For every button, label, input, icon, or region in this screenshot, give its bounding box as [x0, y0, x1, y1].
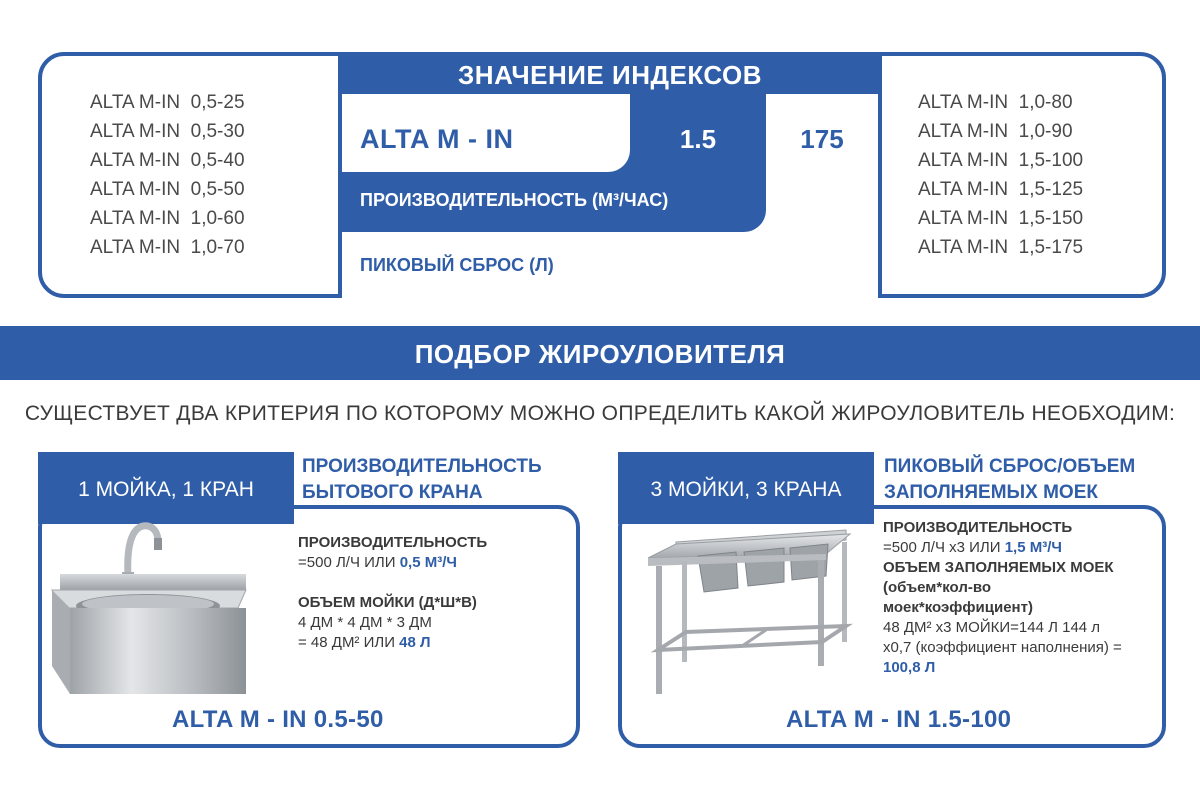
card2-vol-sub1: (объем*кол-во [883, 579, 992, 596]
card2-calc-line1: 48 ДМ² х3 МОЙКИ=144 Л 144 л [883, 619, 1101, 636]
card2-result: ALTA M - IN 1.5-100 [786, 706, 1012, 733]
card1-perf-highlight: 0,5 М³/Ч [399, 554, 457, 571]
card1-vol-line1: 4 ДМ * 4 ДМ * 3 ДМ [298, 614, 432, 631]
list-item: ALTA M-IN 1,0-70 [90, 237, 245, 258]
card1-tab: 1 МОЙКА, 1 КРАН [38, 452, 294, 524]
list-item: ALTA M-IN 1,5-150 [918, 208, 1084, 229]
criteria-text: СУЩЕСТВУЕТ ДВА КРИТЕРИЯ ПО КОТОРОМУ МОЖНО ОПРЕДЕЛИТЬ КАКОЙ ЖИРОУЛОВИТЕЛЬ НЕОБХОДИМ: [24, 402, 1176, 425]
index-header: ЗНАЧЕНИЕ ИНДЕКСОВ [342, 52, 878, 94]
index-explainer [338, 52, 882, 298]
list-item: ALTA M-IN 1,5-175 [918, 237, 1084, 258]
list-item: ALTA M-IN 1,5-125 [918, 179, 1084, 200]
triple-sink-image [646, 522, 856, 700]
card2-tab: 3 МОЙКИ, 3 КРАНА [618, 452, 874, 524]
card2-calc-highlight: 100,8 Л [883, 659, 936, 676]
list-item: ALTA M-IN 0,5-40 [90, 150, 245, 171]
card1-vol-line2: = 48 ДМ² ИЛИ 48 Л [298, 634, 431, 651]
card2-vol-head: ОБЪЕМ ЗАПОЛНЯЕМЫХ МОЕК [883, 559, 1114, 576]
card1-perf-line: =500 Л/Ч ИЛИ 0,5 М³/Ч [298, 554, 457, 571]
card1-perf-head: ПРОИЗВОДИТЕЛЬНОСТЬ [298, 534, 488, 551]
card1-title: ПРОИЗВОДИТЕЛЬНОСТЬ БЫТОВОГО КРАНА [302, 456, 542, 503]
card2-perf-highlight: 1,5 М³/Ч [1004, 539, 1062, 556]
card1-vol-head: ОБЪЕМ МОЙКИ (Д*Ш*В) [298, 594, 477, 611]
wall-sink-image [48, 516, 252, 698]
card2-vol-sub2: моек*коэффициент) [883, 599, 1033, 616]
list-item: ALTA M-IN 0,5-25 [90, 92, 245, 113]
performance-label: ПРОИЗВОДИТЕЛЬНОСТЬ (М³/ЧАС) [360, 190, 669, 210]
card2-perf-head: ПРОИЗВОДИТЕЛЬНОСТЬ [883, 519, 1073, 536]
performance-value: 1.5 [679, 124, 717, 154]
card1-result: ALTA M - IN 0.5-50 [172, 706, 384, 733]
right-model-list [918, 88, 1083, 262]
list-item: ALTA M-IN 1,0-80 [918, 92, 1073, 113]
left-model-list [90, 88, 245, 262]
model-name: ALTA M - IN [360, 124, 514, 154]
card2-title: ПИКОВЫЙ СБРОС/ОБЪЕМ ЗАПОЛНЯЕМЫХ МОЕК [884, 456, 1136, 503]
peak-value: 175 [800, 124, 844, 154]
list-item: ALTA M-IN 0,5-50 [90, 179, 245, 200]
list-item: ALTA M-IN 1,0-60 [90, 208, 245, 229]
card2-perf-line: =500 Л/Ч х3 ИЛИ 1,5 М³/Ч [883, 539, 1062, 556]
card1-specs [298, 533, 487, 653]
list-item: ALTA M-IN 0,5-30 [90, 121, 245, 142]
card1-vol-highlight: 48 Л [399, 634, 431, 651]
list-item: ALTA M-IN 1,5-100 [918, 150, 1084, 171]
card2-calc-line2: х0,7 (коэффициент наполнения) = [883, 639, 1122, 656]
index-box [38, 52, 1166, 298]
section-title: ПОДБОР ЖИРОУЛОВИТЕЛЯ [0, 326, 1200, 380]
card2-specs [883, 518, 1122, 678]
list-item: ALTA M-IN 1,0-90 [918, 121, 1073, 142]
peak-label: ПИКОВЫЙ СБРОС (Л) [360, 255, 554, 275]
